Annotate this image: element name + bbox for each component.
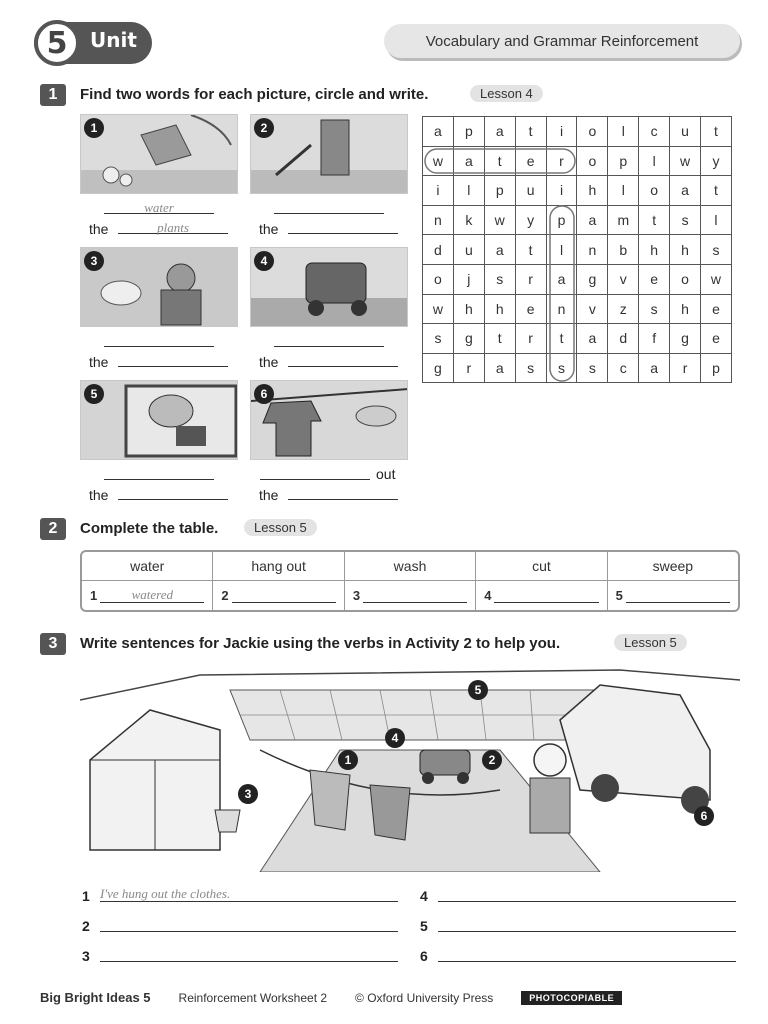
- picture-5-number: 5: [84, 384, 104, 404]
- verb-answer-cell: [608, 581, 738, 610]
- verb-answer-number: 4: [484, 588, 492, 603]
- word-search-cell[interactable]: w: [484, 205, 515, 235]
- sentence-number: 5: [420, 918, 428, 934]
- word-search-cell[interactable]: r: [670, 353, 701, 383]
- word-search-cell[interactable]: r: [453, 353, 484, 383]
- footer-worksheet: Reinforcement Worksheet 2: [178, 990, 328, 1005]
- word-search-cell[interactable]: e: [701, 324, 732, 354]
- word-search-cell[interactable]: t: [639, 205, 670, 235]
- unit-label: Unit: [90, 28, 137, 52]
- word-search-cell[interactable]: a: [484, 353, 515, 383]
- word-search-cell[interactable]: y: [515, 205, 546, 235]
- word-search-cell[interactable]: p: [484, 176, 515, 206]
- section-2-number: 2: [40, 518, 66, 540]
- word-search-cell[interactable]: l: [701, 205, 732, 235]
- word-search-cell[interactable]: l: [546, 235, 577, 265]
- picture-2-answer-1[interactable]: [274, 200, 384, 214]
- word-search-cell[interactable]: g: [577, 264, 608, 294]
- picture-2-number: 2: [254, 118, 274, 138]
- word-search-cell[interactable]: o: [577, 117, 608, 147]
- sentence-number: 3: [82, 948, 90, 964]
- word-search-row: [423, 117, 732, 147]
- word-search-row: [423, 324, 732, 354]
- word-search-cell[interactable]: i: [546, 176, 577, 206]
- verb-answer-cell: [82, 581, 213, 610]
- verb-answer-line[interactable]: [363, 589, 467, 603]
- word-search-cell[interactable]: l: [608, 117, 639, 147]
- verb-header: hang out: [213, 552, 344, 580]
- section-2-title: Complete the table.: [80, 520, 219, 537]
- word-search-cell[interactable]: o: [639, 176, 670, 206]
- word-search-cell[interactable]: o: [670, 264, 701, 294]
- word-search-cell[interactable]: a: [577, 205, 608, 235]
- word-search-cell[interactable]: h: [670, 235, 701, 265]
- sentence-line[interactable]: [438, 916, 736, 932]
- word-search-cell[interactable]: r: [515, 264, 546, 294]
- picture-6-out: out: [376, 466, 396, 482]
- word-search-cell[interactable]: t: [484, 324, 515, 354]
- word-search-cell[interactable]: b: [608, 235, 639, 265]
- word-search-cell[interactable]: w: [423, 146, 454, 176]
- verb-answer-cell: [476, 581, 607, 610]
- verb-answer-cell: [345, 581, 476, 610]
- word-search-cell[interactable]: w: [423, 294, 454, 324]
- scene-label: 4: [385, 728, 405, 748]
- photocopiable-badge: PHOTOCOPIABLE: [521, 991, 622, 1005]
- scene-label: 3: [238, 784, 258, 804]
- verb-header: wash: [345, 552, 476, 580]
- word-search-cell[interactable]: p: [453, 117, 484, 147]
- word-search-cell[interactable]: a: [546, 264, 577, 294]
- word-search-cell[interactable]: g: [423, 353, 454, 383]
- word-search-cell[interactable]: v: [608, 264, 639, 294]
- word-search-cell[interactable]: w: [670, 146, 701, 176]
- word-search-cell[interactable]: h: [484, 294, 515, 324]
- word-search-cell[interactable]: t: [484, 146, 515, 176]
- picture-4-answer-2[interactable]: [288, 353, 398, 367]
- word-search-row: [423, 264, 732, 294]
- sentence-line[interactable]: [100, 916, 398, 932]
- word-search-cell[interactable]: s: [639, 294, 670, 324]
- section-3-title: Write sentences for Jackie using the verbs in Activity 2 to help you.: [80, 635, 561, 652]
- word-search-cell[interactable]: a: [577, 324, 608, 354]
- word-search-cell[interactable]: t: [701, 176, 732, 206]
- sentence-number: 2: [82, 918, 90, 934]
- word-search-cell[interactable]: s: [423, 324, 454, 354]
- word-search-cell[interactable]: a: [484, 235, 515, 265]
- sentence-number: 1: [82, 888, 90, 904]
- word-search-grid[interactable]: [422, 116, 732, 383]
- picture-4-the: the: [259, 354, 279, 370]
- word-search-row: [423, 294, 732, 324]
- verb-answer-line[interactable]: [232, 589, 336, 603]
- word-search-cell[interactable]: s: [546, 353, 577, 383]
- picture-3-answer-1[interactable]: [104, 333, 214, 347]
- word-search-cell[interactable]: o: [577, 146, 608, 176]
- word-search-cell[interactable]: e: [515, 146, 546, 176]
- sentence-line[interactable]: [438, 886, 736, 902]
- picture-6-number: 6: [254, 384, 274, 404]
- word-search-cell[interactable]: t: [701, 117, 732, 147]
- picture-2-the: the: [259, 221, 279, 237]
- word-search-cell[interactable]: r: [515, 324, 546, 354]
- sentence-line[interactable]: [438, 946, 736, 962]
- word-search-row: [423, 353, 732, 383]
- picture-6-the: the: [259, 487, 279, 503]
- word-search-cell[interactable]: a: [484, 117, 515, 147]
- word-search-cell[interactable]: a: [423, 117, 454, 147]
- verb-header: cut: [476, 552, 607, 580]
- verb-answer-line[interactable]: [494, 589, 598, 603]
- word-search-cell[interactable]: u: [670, 117, 701, 147]
- verb-answer-number: 1: [90, 588, 98, 603]
- word-search-cell[interactable]: y: [701, 146, 732, 176]
- picture-1-answer-1[interactable]: water: [104, 200, 214, 214]
- word-search-cell[interactable]: e: [515, 294, 546, 324]
- word-search-cell[interactable]: c: [608, 353, 639, 383]
- word-search-row: [423, 146, 732, 176]
- word-search-cell[interactable]: a: [670, 176, 701, 206]
- word-search-cell[interactable]: u: [515, 176, 546, 206]
- footer-brand: Big Bright Ideas 5: [40, 990, 151, 1005]
- picture-3-number: 3: [84, 251, 104, 271]
- word-search-cell[interactable]: l: [453, 176, 484, 206]
- word-search-cell[interactable]: t: [546, 324, 577, 354]
- verb-answer-line[interactable]: [626, 589, 730, 603]
- verb-answer-number: 5: [615, 588, 623, 603]
- word-search-cell[interactable]: s: [670, 205, 701, 235]
- word-search-cell[interactable]: t: [515, 235, 546, 265]
- scene-label: 2: [482, 750, 502, 770]
- word-search-cell[interactable]: j: [453, 264, 484, 294]
- word-search-cell[interactable]: h: [639, 235, 670, 265]
- picture-1-answer-2[interactable]: plants: [118, 220, 228, 234]
- word-search-cell[interactable]: f: [639, 324, 670, 354]
- section-2-lesson: Lesson 5: [244, 519, 317, 536]
- word-search-cell[interactable]: h: [453, 294, 484, 324]
- word-search-cell[interactable]: e: [701, 294, 732, 324]
- verb-answer-line[interactable]: watered: [100, 589, 204, 603]
- picture-1-number: 1: [84, 118, 104, 138]
- word-search-cell[interactable]: u: [453, 235, 484, 265]
- word-search-cell[interactable]: l: [608, 176, 639, 206]
- word-search-cell[interactable]: g: [453, 324, 484, 354]
- word-search-cell[interactable]: e: [639, 264, 670, 294]
- picture-5-the: the: [89, 487, 109, 503]
- word-search-cell[interactable]: o: [423, 264, 454, 294]
- section-1-number: 1: [40, 84, 66, 106]
- word-search-cell[interactable]: k: [453, 205, 484, 235]
- word-search-cell[interactable]: p: [608, 146, 639, 176]
- word-search-cell[interactable]: c: [639, 117, 670, 147]
- sentence-line[interactable]: I've hung out the clothes.: [100, 886, 398, 902]
- picture-5-answer-2[interactable]: [118, 486, 228, 500]
- sentence-number: 4: [420, 888, 428, 904]
- picture-4-number: 4: [254, 251, 274, 271]
- picture-6-answer-2[interactable]: [288, 486, 398, 500]
- verb-table-header: [82, 552, 738, 581]
- word-search-row: [423, 205, 732, 235]
- verb-table: [80, 550, 740, 612]
- scene-label: 1: [338, 750, 358, 770]
- word-search-cell[interactable]: n: [423, 205, 454, 235]
- word-search-cell[interactable]: d: [423, 235, 454, 265]
- picture-4-answer-1[interactable]: [274, 333, 384, 347]
- word-search-cell[interactable]: p: [546, 205, 577, 235]
- verb-table-answers: [82, 581, 738, 610]
- scene-label: 5: [468, 680, 488, 700]
- footer: [40, 990, 622, 1005]
- section-1-lesson: Lesson 4: [470, 85, 543, 102]
- page-title: Vocabulary and Grammar Reinforcement: [384, 24, 740, 58]
- word-search-cell[interactable]: h: [670, 294, 701, 324]
- picture-1-the: the: [89, 221, 109, 237]
- word-search-cell[interactable]: s: [484, 264, 515, 294]
- word-search-cell[interactable]: v: [577, 294, 608, 324]
- verb-answer-number: 3: [352, 588, 361, 603]
- word-search-cell[interactable]: a: [453, 146, 484, 176]
- picture-3-answer-2[interactable]: [118, 353, 228, 367]
- verb-header: water: [82, 552, 213, 580]
- word-search-cell[interactable]: w: [701, 264, 732, 294]
- verb-answer-number: 2: [221, 588, 229, 603]
- word-search-cell[interactable]: s: [577, 353, 608, 383]
- word-search-cell[interactable]: p: [701, 353, 732, 383]
- picture-3-the: the: [89, 354, 109, 370]
- word-search-cell[interactable]: s: [515, 353, 546, 383]
- footer-publisher: © Oxford University Press: [355, 990, 494, 1005]
- word-search-cell[interactable]: d: [608, 324, 639, 354]
- section-1-title: Find two words for each picture, circle and write.: [80, 86, 429, 103]
- picture-2-answer-2[interactable]: [288, 220, 398, 234]
- scene-label: 6: [694, 806, 714, 826]
- word-search-cell[interactable]: s: [701, 235, 732, 265]
- word-search-cell[interactable]: i: [546, 117, 577, 147]
- word-search-cell[interactable]: g: [670, 324, 701, 354]
- word-search-cell[interactable]: n: [546, 294, 577, 324]
- word-search-cell[interactable]: l: [639, 146, 670, 176]
- word-search-row: [423, 176, 732, 206]
- word-search-cell[interactable]: m: [608, 205, 639, 235]
- section-3-number: 3: [40, 633, 66, 655]
- word-search-cell[interactable]: h: [577, 176, 608, 206]
- word-search-cell[interactable]: n: [577, 235, 608, 265]
- word-search-cell[interactable]: t: [515, 117, 546, 147]
- word-search-cell[interactable]: z: [608, 294, 639, 324]
- verb-header: sweep: [652, 558, 694, 574]
- garden-scene-illustration: [80, 660, 740, 872]
- section-3-lesson: Lesson 5: [614, 634, 687, 651]
- verb-answer-cell: [213, 581, 344, 610]
- picture-5-answer-1[interactable]: [104, 466, 214, 480]
- unit-number: 5: [34, 20, 80, 66]
- sentence-line[interactable]: [100, 946, 398, 962]
- word-search-cell[interactable]: i: [423, 176, 454, 206]
- sentence-number: 6: [420, 948, 428, 964]
- word-search-cell[interactable]: a: [639, 353, 670, 383]
- word-search-cell[interactable]: r: [546, 146, 577, 176]
- picture-6-answer-1[interactable]: [260, 466, 370, 480]
- word-search-row: [423, 235, 732, 265]
